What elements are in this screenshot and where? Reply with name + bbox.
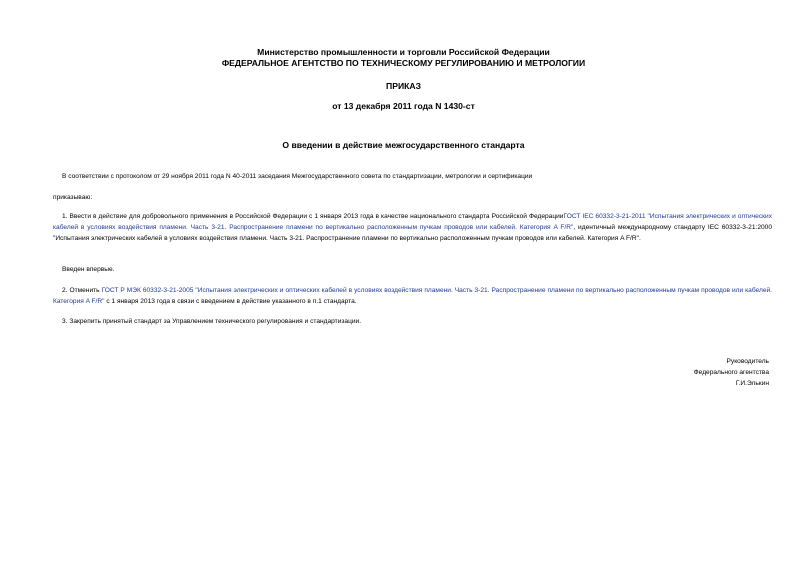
item-2-prefix: 2. Отменить [62, 287, 102, 294]
introduced-first-note: Введен впервые. [62, 266, 115, 273]
item-2-suffix: с 1 января 2013 года в связи с введением в действие указанного в п.1 стандарта. [104, 298, 357, 305]
item-1-suffix: , идентичный международному стандарту IEC 60332-3-21:2000 "Испытания электрических кабелей в условиях воздействия пламени. Часть 3-21. Распространение пламени по вертикально расположенным пучкам проводов или кабелей. Категория A F/R". [53, 224, 772, 242]
signature-name: Г.И.Элькин [735, 380, 769, 387]
document-date-number: от 13 декабря 2011 года N 1430-ст [332, 101, 475, 111]
gost-iec-60332-3-21-2011-link[interactable]: ГОСТ IEC 60332-3-21-2011 "Испытания электрических и оптических кабелей в условиях воздействия пламени. Часть 3-21. Распространение пламени по вертикально расположенным пучкам проводов или кабелей. Категория A F/R" [53, 213, 772, 231]
document-subject: О введении в действие межгосударственного стандарта [282, 140, 525, 150]
agency-name: ФЕДЕРАЛЬНОЕ АГЕНТСТВО ПО ТЕХНИЧЕСКОМУ РЕГУЛИРОВАНИЮ И МЕТРОЛОГИИ [221, 58, 586, 68]
item-2-paragraph [53, 285, 772, 307]
item-1-paragraph [53, 211, 772, 244]
signature-title: Руководитель [726, 358, 769, 365]
item-1-prefix: 1. Ввести в действие для добровольного применения в Российской Федерации с 1 января 2013 года в качестве национального стандарта Российской Федерации [62, 213, 564, 220]
gost-r-iec-60332-3-21-2005-link[interactable]: ГОСТ Р МЭК 60332-3-21-2005 "Испытания электрических и оптических кабелей в условиях воздействия пламени. Часть 3-21. Распространение пламени по вертикально расположенным пучкам проводов или кабелей. Категория A F/R" [53, 287, 773, 305]
basis-paragraph: В соответствии с протоколом от 29 ноября 2011 года N 40-2011 заседания Межгосударственного совета по стандартизации, метрологии и сертификации [62, 173, 533, 180]
ministry-name: Министерство промышленности и торговли Российской Федерации [257, 47, 550, 57]
signature-organization: Федерального агентства [693, 369, 769, 376]
order-word: приказываю: [53, 194, 93, 201]
item-3-paragraph: 3. Закрепить принятый стандарт за Управлением технического регулирования и стандартизации. [62, 318, 362, 325]
document-type: ПРИКАЗ [386, 81, 421, 91]
